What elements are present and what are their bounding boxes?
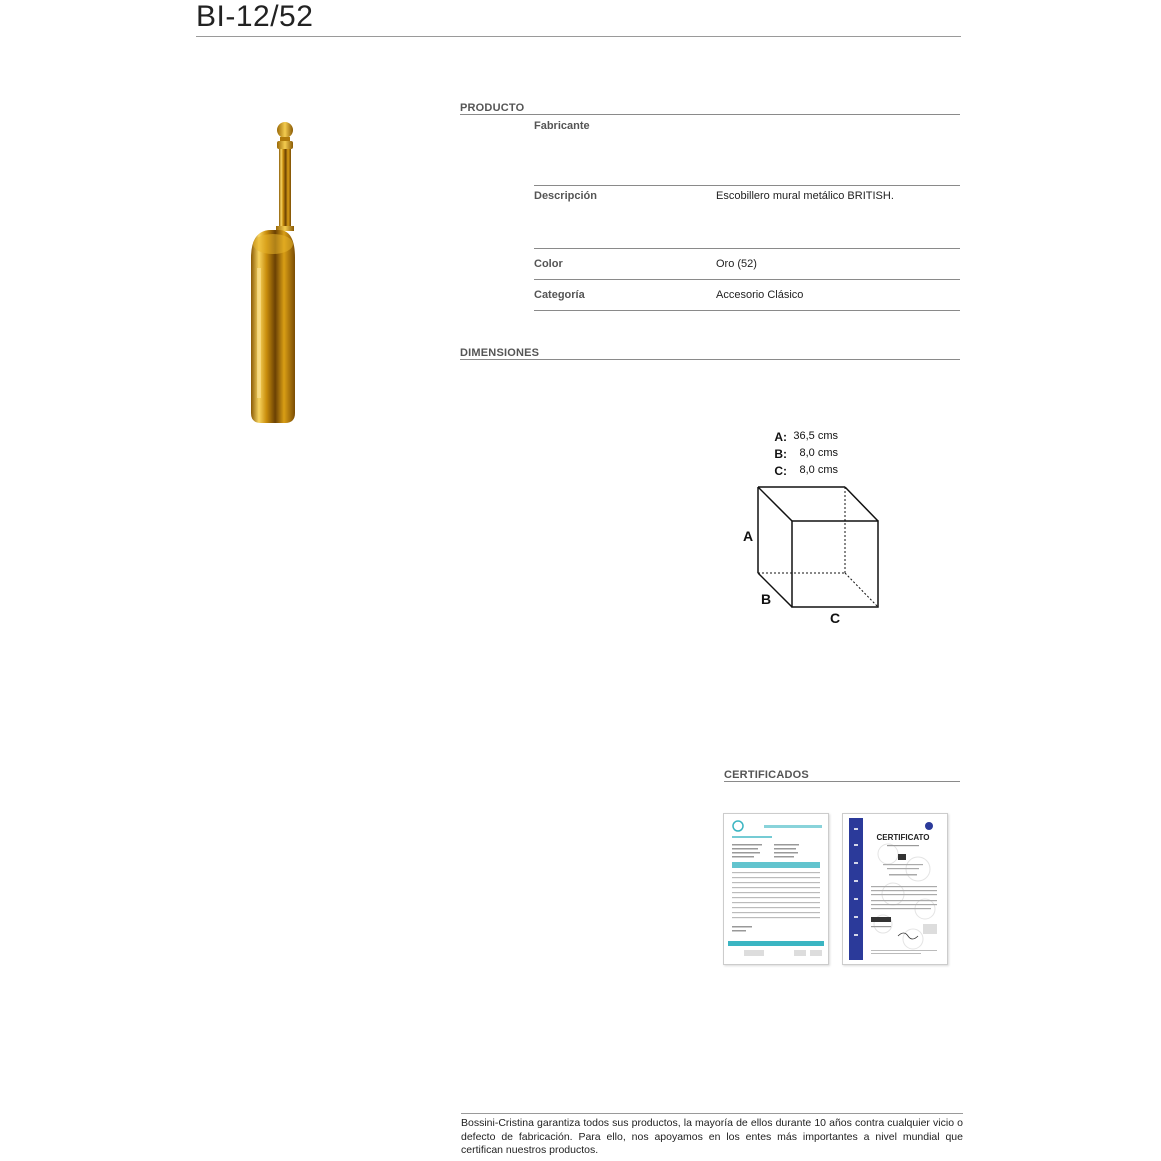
value-color: Oro (52) <box>716 258 757 270</box>
row-divider <box>534 248 960 249</box>
cube-diagram <box>735 480 895 630</box>
row-divider <box>534 185 960 186</box>
diagram-label-c: C <box>830 610 841 626</box>
dimension-key-a: A: <box>774 430 787 444</box>
section-divider <box>724 781 960 782</box>
row-divider <box>534 279 960 280</box>
certificate-2-title: CERTIFICATO <box>876 833 930 842</box>
row-divider <box>534 310 960 311</box>
label-color: Color <box>534 258 563 270</box>
dimension-key-b: B: <box>774 447 787 461</box>
certificate-2-preview <box>843 814 947 964</box>
dimension-value-a: 36,5 cms <box>793 430 838 442</box>
dimension-value-c: 8,0 cms <box>799 464 838 476</box>
section-divider <box>460 359 960 360</box>
label-descripcion: Descripción <box>534 190 597 202</box>
dimension-key-c: C: <box>774 464 787 478</box>
diagram-label-a: A <box>743 528 754 544</box>
value-descripcion: Escobillero mural metálico BRITISH. <box>716 190 894 202</box>
title-divider <box>196 36 961 37</box>
label-categoria: Categoría <box>534 289 585 301</box>
page-title: BI-12/52 <box>196 0 314 33</box>
warranty-text: Bossini-Cristina garantiza todos sus productos, la mayoría de ellos durante 10 años contra cualquier vicio o defecto de fabricación. Para ello, nos apoyamos en los entes más importantes a nivel mundial que certifican nuestros productos. <box>461 1117 963 1156</box>
section-heading-dimensiones: DIMENSIONES <box>460 347 540 359</box>
certificate-1-preview <box>724 814 828 964</box>
value-categoria: Accesorio Clásico <box>716 289 804 301</box>
section-heading-certificados: CERTIFICADOS <box>724 769 809 781</box>
toilet-brush-holder-illustration <box>245 118 295 428</box>
label-fabricante: Fabricante <box>534 120 590 132</box>
dimension-value-b: 8,0 cms <box>799 447 838 459</box>
product-image <box>245 118 295 428</box>
certificate-thumbnail-1[interactable] <box>723 813 829 965</box>
footer-divider <box>461 1113 963 1114</box>
diagram-label-b: B <box>761 591 772 607</box>
section-divider <box>460 114 960 115</box>
dimension-diagram <box>735 480 895 630</box>
certificate-thumbnail-2[interactable] <box>842 813 948 965</box>
section-heading-producto: PRODUCTO <box>460 102 525 114</box>
